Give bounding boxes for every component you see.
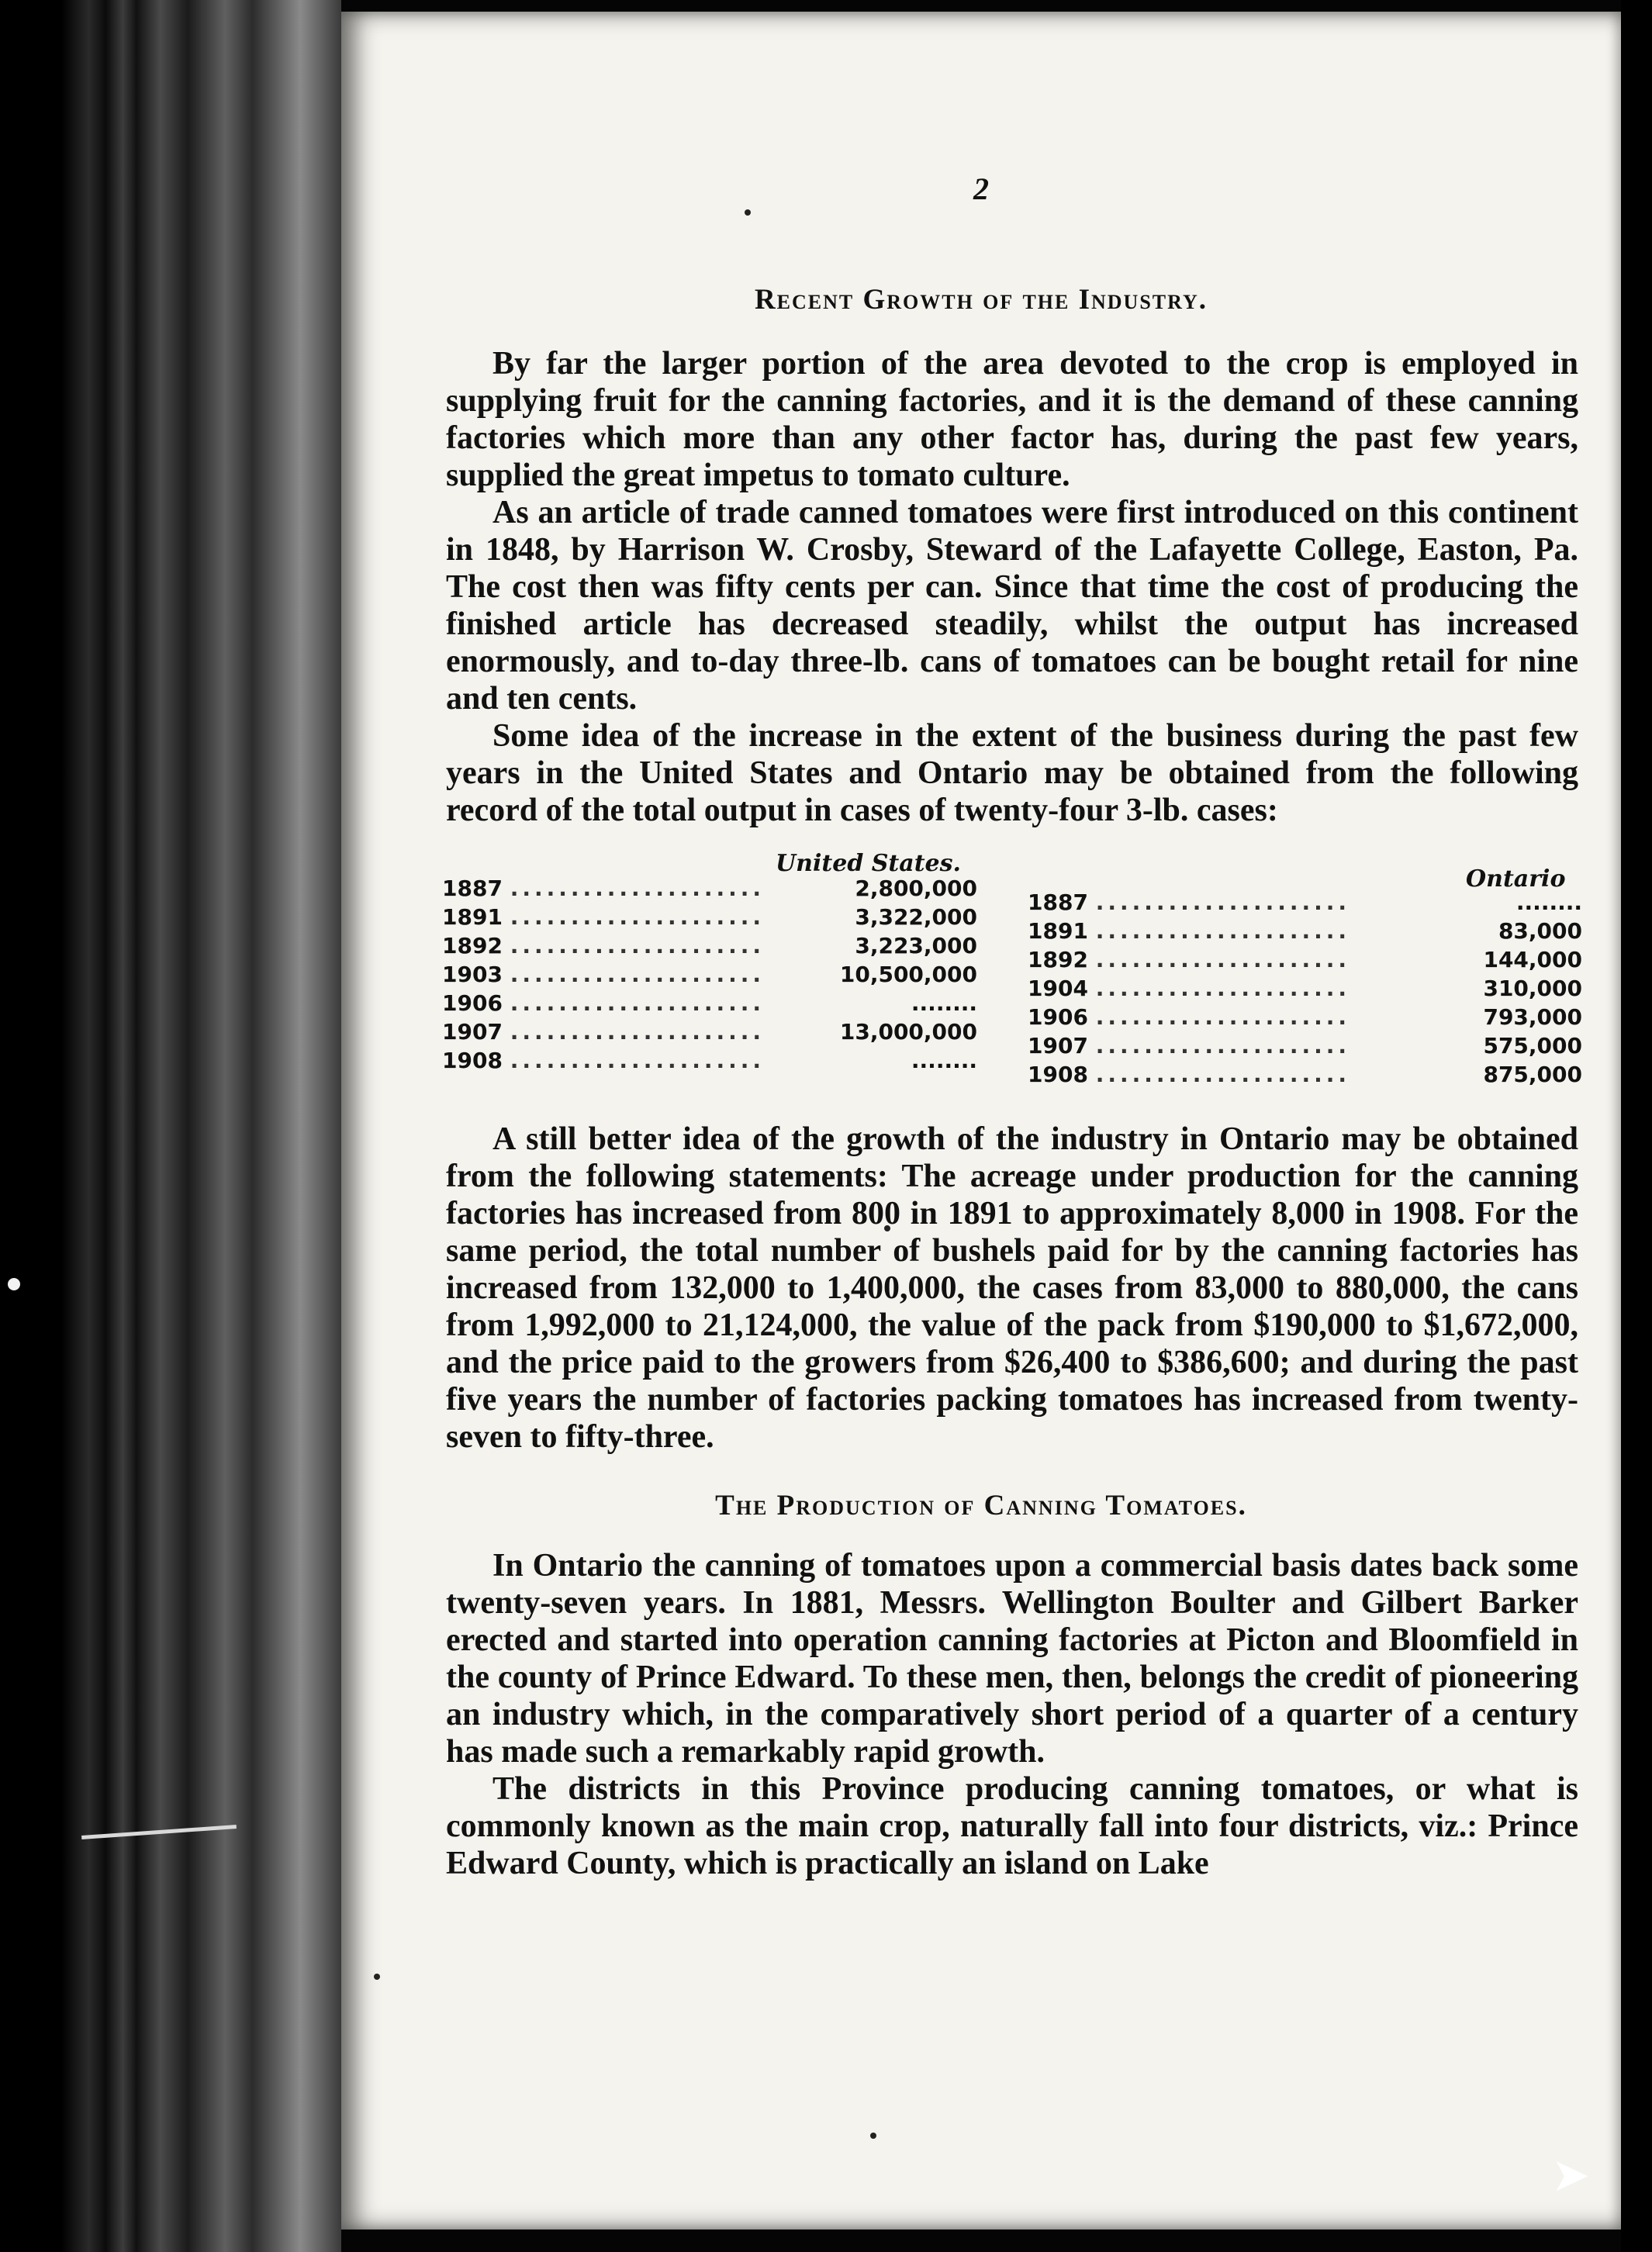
- table-row: 1906 ..................... 793,000: [1028, 1004, 1582, 1030]
- section2-paragraphs: [446, 1547, 1578, 1882]
- paragraph: A still better idea of the growth of the industry in Ontario may be obtained from the following statements: The acreage under production for the canning factories has increased from 800 in 1891 to approximately 8,000 in 1908. For the same period, the total number of bushels paid for by the canning factories has increased from 132,000 to 1,400,000, the cases from 83,000 to 880,000, the cans from 1,992,000 to 21,124,000, the value of the pack from $190,000 to $1,672,000, and the price paid to the growers from $26,400 to $386,600; and during the past five years the number of factories packing tomatoes has increased from twenty-seven to fifty-three.: [446, 1121, 1578, 1455]
- output-table: [442, 851, 1582, 1107]
- table-row: 1904 ..................... 310,000: [1028, 976, 1582, 1001]
- us-column: [442, 874, 977, 1075]
- page-speck: [870, 2133, 876, 2139]
- section1-paragraphs: [446, 345, 1578, 829]
- page-speck: [745, 209, 751, 216]
- table-row: 1908 ..................... 875,000: [1028, 1062, 1582, 1087]
- paragraph: Some idea of the increase in the extent of the business during the past few years in the United States and Ontario may be obtained from the following record of the total output in cases of twenty-four 3-lb. cases:: [446, 718, 1578, 828]
- table-row: 1887 ..................... ........: [1028, 889, 1582, 915]
- us-column-header: United States.: [776, 850, 961, 877]
- scan-corner-mark: ➤: [1551, 2148, 1591, 2202]
- table-row: 1903 ..................... 10,500,000: [442, 962, 977, 987]
- table-row: 1891 ..................... 3,322,000: [442, 904, 977, 930]
- table-row: 1906 ..................... ........: [442, 990, 977, 1016]
- paragraph: As an article of trade canned tomatoes were first introduced on this continent in 1848, by Harrison W. Crosby, Steward of the Lafayette College, Easton, Pa. The cost then was fifty cents per can. Since that time the cost of producing the finished article has decreased steadily, whilst the output has increased enormously, and to-day three-lb. cans of tomatoes can be bought retail for nine and ten cents.: [446, 495, 1578, 717]
- ontario-column-header: Ontario: [1466, 865, 1566, 893]
- table-row: 1891 ..................... 83,000: [1028, 918, 1582, 944]
- table-row: 1892 ..................... 144,000: [1028, 947, 1582, 972]
- paragraph: In Ontario the canning of tomatoes upon a commercial basis dates back some twenty-seven years. In 1881, Messrs. Wellington Boulter and Gilbert Barker erected and started into operation canning factories at Picton and Bloomfield in the county of Prince Edward. To these men, then, belongs the credit of pioneering an industry which, in the comparatively short period of a quarter of a century has made such a remarkably rapid growth.: [446, 1548, 1578, 1770]
- scan-artifact-dot: [8, 1278, 20, 1290]
- page-speck: [374, 1974, 380, 1980]
- section-heading-production: The Production of Canning Tomatoes.: [715, 1490, 1247, 1521]
- page-number: 2: [973, 171, 989, 206]
- ontario-column: [1028, 888, 1582, 1089]
- table-row: 1907 ..................... 575,000: [1028, 1033, 1582, 1059]
- book-binding: [0, 0, 341, 2252]
- table-row: 1887 ..................... 2,800,000: [442, 876, 977, 901]
- table-row: 1892 ..................... 3,223,000: [442, 933, 977, 958]
- table-row: 1908 ..................... ........: [442, 1048, 977, 1073]
- book-page: [341, 12, 1621, 2230]
- paragraph: The districts in this Province producing canning tomatoes, or what is commonly known as the main crop, naturally fall into four districts, viz.: Prince Edward County, which is practically an island on Lake: [446, 1771, 1578, 1881]
- section1-closing-paragraph: [446, 1121, 1578, 1456]
- section-heading-recent-growth: Recent Growth of the Industry.: [754, 284, 1208, 316]
- page-edge: [1621, 0, 1652, 2252]
- table-row: 1907 ..................... 13,000,000: [442, 1019, 977, 1045]
- paragraph: By far the larger portion of the area devoted to the crop is employed in supplying fruit for the canning factories, and it is the demand of these canning factories which more than any other factor has, during the past few years, supplied the great impetus to tomato culture.: [446, 346, 1578, 493]
